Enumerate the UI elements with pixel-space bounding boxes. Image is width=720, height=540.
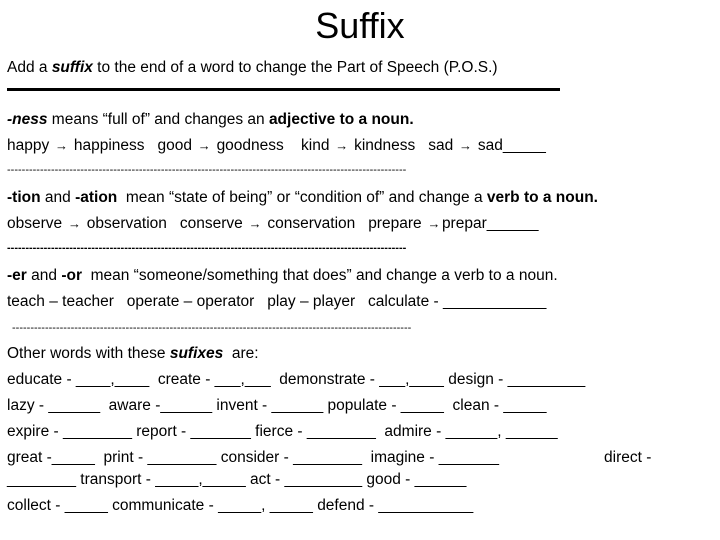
er-rule: -er and -or mean “someone/something that does” and change a verb to a noun. xyxy=(7,267,558,284)
ness-rule: -ness means “full of” and changes an adjective to a noun. xyxy=(7,111,414,128)
arrow-icon: → xyxy=(67,216,81,231)
arrow-icon: → xyxy=(197,138,211,153)
tion-examples: observe → observation conserve → conservation prepare →prepar______ xyxy=(7,215,539,232)
exercise-line: expire - ________ report - _______ fierce - ________ admire - ______, ______ xyxy=(7,423,558,440)
heavy-divider xyxy=(7,88,560,91)
arrow-icon: → xyxy=(248,216,262,231)
arrow-icon: → xyxy=(335,138,349,153)
dashed-divider: ------------------------------------------------------------------------------------------------------------- xyxy=(7,164,407,176)
exercise-line: great -_____ print - ________ consider - ________ imagine - _______ xyxy=(7,449,500,466)
exercise-line: educate - ____,____ create - ___,___ demonstrate - ___,____ design - _________ xyxy=(7,371,586,388)
ness-examples: happy → happiness good → goodness kind → kindness sad → sad_____ xyxy=(7,137,546,154)
arrow-icon: → xyxy=(427,216,441,231)
dashed-divider: ------------------------------------------------------------------------------------------------------------- xyxy=(7,242,407,254)
exercise-line: collect - _____ communicate - _____, _____ defend - ___________ xyxy=(7,497,474,514)
exercise-line: lazy - ______ aware -______ invent - ______ populate - _____ clean - _____ xyxy=(7,397,547,414)
exercise-direct: direct - xyxy=(604,449,652,466)
arrow-icon: → xyxy=(55,138,69,153)
intro-line: Add a suffix to the end of a word to change the Part of Speech (P.O.S.) xyxy=(7,59,498,76)
other-heading: Other words with these sufixes are: xyxy=(7,345,259,362)
suffix-word: suffix xyxy=(51,59,93,76)
exercise-line: ________ transport - _____,_____ act - _________ good - ______ xyxy=(7,471,467,488)
arrow-icon: → xyxy=(459,138,473,153)
page-title: Suffix xyxy=(315,5,405,46)
tion-rule: -tion and -ation mean “state of being” or “condition of” and change a verb to a noun. xyxy=(7,189,598,206)
er-examples: teach – teacher operate – operator play – player calculate - ____________ xyxy=(7,293,547,310)
dashed-divider: ------------------------------------------------------------------------------------------------------------- xyxy=(12,322,412,334)
